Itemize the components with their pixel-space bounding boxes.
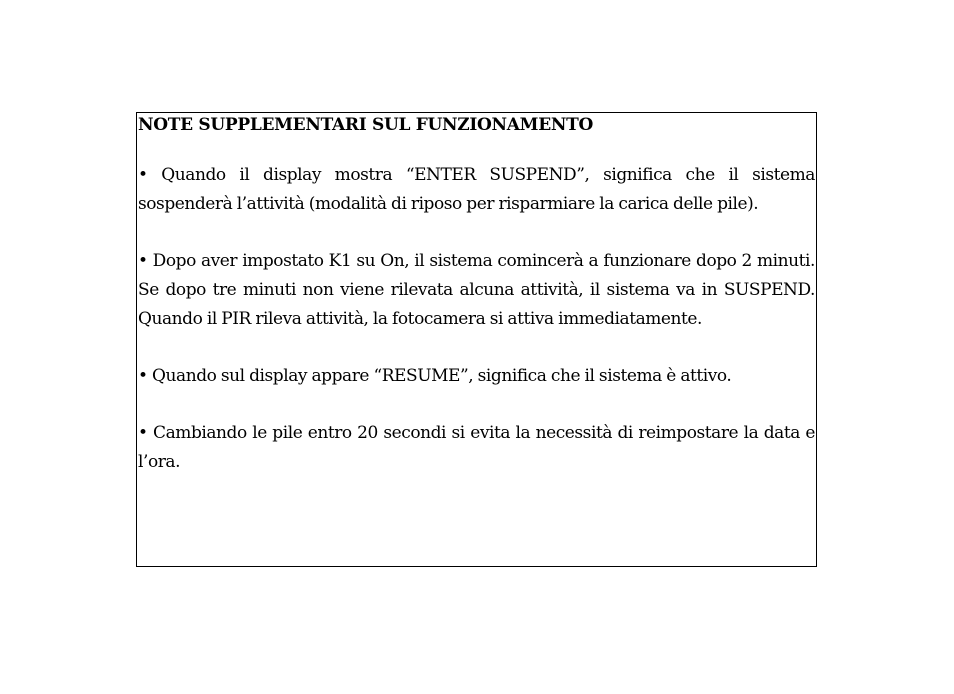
supplementary-notes-box <box>136 112 817 567</box>
notes-title: NOTE SUPPLEMENTARI SUL FUNZIONAMENTO <box>138 115 593 135</box>
note-paragraph-k1-on: • Dopo aver impostato K1 su On, il sistema comincerà a funzionare dopo 2 minuti. Se dopo tre minuti non viene rilevata alcuna attività, il sistema va in SUSPEND. Quando il PIR rileva attività, la fotocamera si attiva immediatamente. <box>138 251 815 329</box>
note-paragraph-resume: • Quando sul display appare “RESUME”, significa che il sistema è attivo. <box>138 366 732 386</box>
note-paragraph-suspend: • Quando il display mostra “ENTER SUSPEND”, significa che il sistema sospenderà l’attività (modalità di riposo per risparmiare la carica delle pile). <box>138 165 815 214</box>
note-paragraph-battery-change: • Cambiando le pile entro 20 secondi si evita la necessità di reimpostare la data e l’ora. <box>138 423 815 472</box>
